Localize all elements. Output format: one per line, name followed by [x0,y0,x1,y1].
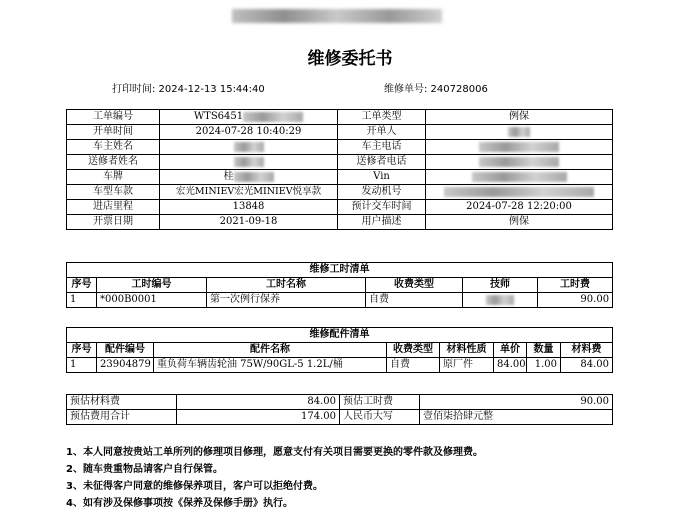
info-value [426,140,613,155]
summary-row [67,395,613,410]
info-row [67,200,613,215]
info-label: 工单类型 [338,110,426,125]
info-value: 2024-07-28 10:40:29 [160,125,338,140]
info-row [67,155,613,170]
rmb-label: 人民币大写 [340,410,420,425]
note-line: 3、未征得客户同意的维修保养项目，客户可以拒绝付费。 [66,481,323,492]
column-header: 收费类型 [387,343,440,358]
column-header: 收费类型 [366,278,463,293]
cell: 1.00 [527,358,561,373]
cell: 1 [67,293,97,308]
info-value: 例保 [426,215,613,230]
terms-notes [66,444,483,512]
info-label: 车牌 [67,170,160,185]
info-value: 桂 [160,170,338,185]
info-label: 送修者姓名 [67,155,160,170]
cell: 自费 [366,293,463,308]
info-label: 开票日期 [67,215,160,230]
info-value [160,140,338,155]
parts-section-title: 维修配件清单 [67,328,613,343]
summary-row [67,410,613,425]
info-label: 送修者电话 [338,155,426,170]
cell: 84.00 [494,358,527,373]
print-time: 打印时间: 2024-12-13 15:44:40 [112,84,265,95]
column-header: 序号 [67,278,97,293]
est-total-value: 174.00 [177,410,340,425]
info-value: 宏光MINIEV宏光MINIEV悦享款 [160,185,338,200]
redacted-header [232,9,442,23]
cell: 第一次例行保养 [207,293,366,308]
column-header: 工时名称 [207,278,366,293]
column-header: 技师 [463,278,538,293]
info-label: 开单人 [338,125,426,140]
cell [463,293,538,308]
info-value: 2021-09-18 [160,215,338,230]
cell: *000B0001 [97,293,207,308]
info-row [67,215,613,230]
info-value: WTS6451 [160,110,338,125]
parts-table [66,327,613,373]
info-value [426,125,613,140]
rmb-value: 壹佰柒拾肆元整 [420,410,613,425]
info-label: 开单时间 [67,125,160,140]
info-value [426,170,613,185]
cell: 自费 [387,358,440,373]
column-header: 配件编号 [97,343,154,358]
est-labor-value: 90.00 [420,395,613,410]
est-total-label: 预估费用合计 [67,410,177,425]
note-line: 1、本人同意按贵站工单所列的修理项目修理，愿意支付有关项目需要更换的零件款及修理费。 [66,447,483,458]
table-row [67,293,613,308]
note-line: 2、随车贵重物品请客户自行保管。 [66,464,223,475]
info-value: 例保 [426,110,613,125]
est-labor-label: 预估工时费 [340,395,420,410]
page-title: 维修委托书 [307,49,393,69]
info-row [67,110,613,125]
info-label: 预计交车时间 [338,200,426,215]
info-label: 用户描述 [338,215,426,230]
info-label: 车主电话 [338,140,426,155]
labor-table [66,262,613,308]
column-header: 配件名称 [154,343,387,358]
est-material-label: 预估材料费 [67,395,177,410]
column-header: 工时编号 [97,278,207,293]
info-label: 车型车款 [67,185,160,200]
info-row [67,185,613,200]
est-material-value: 84.00 [177,395,340,410]
info-row [67,170,613,185]
order-number: 维修单号: 240728006 [384,84,488,95]
cell: 90.00 [538,293,613,308]
column-header: 单价 [494,343,527,358]
column-header: 材料费 [561,343,613,358]
note-line: 4、如有涉及保修事项按《保养及保修手册》执行。 [66,498,293,509]
cell: 原厂件 [440,358,494,373]
info-value [160,155,338,170]
cell: 23904879 [97,358,154,373]
info-label: Vin [338,170,426,185]
info-value: 13848 [160,200,338,215]
column-header: 工时费 [538,278,613,293]
info-label: 工单编号 [67,110,160,125]
cell: 84.00 [561,358,613,373]
table-row [67,358,613,373]
column-header: 数量 [527,343,561,358]
info-value: 2024-07-28 12:20:00 [426,200,613,215]
labor-header-row [67,278,613,293]
parts-header-row [67,343,613,358]
info-label: 发动机号 [338,185,426,200]
info-value [426,185,613,200]
info-table [66,109,613,230]
column-header: 材料性质 [440,343,494,358]
info-row [67,125,613,140]
summary-table [66,394,613,425]
info-value [426,155,613,170]
info-row [67,140,613,155]
cell: 1 [67,358,97,373]
info-label: 进店里程 [67,200,160,215]
info-label: 车主姓名 [67,140,160,155]
column-header: 序号 [67,343,97,358]
labor-section-title: 维修工时清单 [67,263,613,278]
cell: 重负荷车辆齿轮油 75W/90GL-5 1.2L/桶 [154,358,387,373]
